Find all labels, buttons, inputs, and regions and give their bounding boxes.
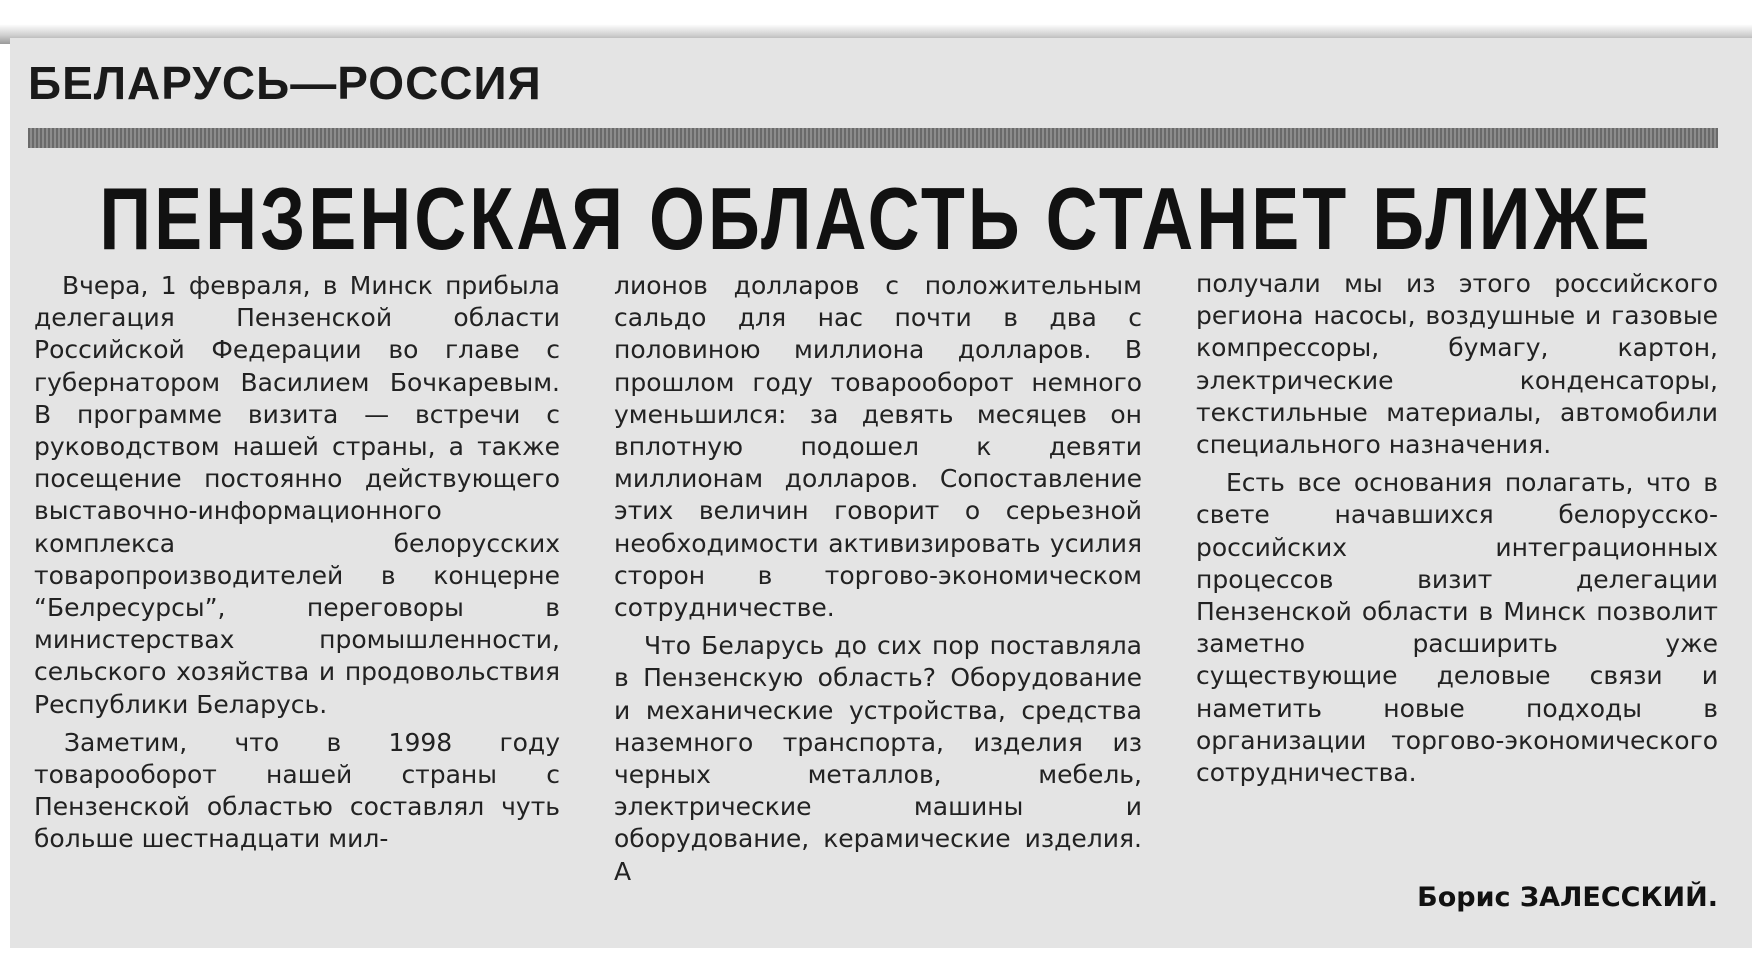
article-paragraph: Есть все основания полагать, что в свете начавшихся белорусско-российских интеграционных процессов визит делегации Пензенской области в Минск позволит заметно расширить уже существующие деловые связи и наметить новые подходы в организации торгово-экономического сотрудничества.	[1196, 468, 1718, 788]
article-paragraph: Заметим, что в 1998 году товарооборот нашей страны с Пензенской областью составлял чуть больше шестнадцати мил-	[34, 727, 560, 854]
article-paragraph: Вчера, 1 февраля, в Минск прибыла делегация Пензенской области Российской Федерации во главе с губернатором Василием Бочкаревым. В программе визита — встречи с руководством нашей страны, а также посещение постоянно действующего выставочно-информационного комплекса белорусских товаропроизводителей в концерне “Белресурсы”, переговоры в министерствах промышленности, сельского хозяйства и продовольствия Республики Беларусь.	[34, 271, 560, 719]
article-column-1	[34, 270, 560, 862]
article-paragraph: лионов долларов с положительным сальдо для нас почти в два с половиною миллиона долларов. В прошлом году товарооборот немного уменьшился: за девять месяцев он вплотную подошел к девяти миллионам долларов. Сопоставление этих величин говорит о серьезной необходимости активизировать усилия сторон в торгово-экономическом сотрудничестве.	[614, 271, 1142, 623]
author-byline: Борис ЗАЛЕССКИЙ.	[1417, 882, 1718, 913]
section-rubric: БЕЛАРУСЬ—РОССИЯ	[28, 57, 542, 109]
article-paragraph: Что Беларусь до сих пор поставляла в Пензенскую область? Оборудование и механические устройства, средства наземного транспорта, изделия из черных металлов, мебель, электрические машины и оборудование, керамические изделия. А	[614, 631, 1142, 886]
section-divider-rule	[28, 128, 1718, 148]
article-column-3	[1196, 268, 1718, 795]
article-headline: ПЕНЗЕНСКАЯ ОБЛАСТЬ СТАНЕТ БЛИЖЕ	[99, 171, 1653, 269]
article-paragraph: получали мы из этого российского региона насосы, воздушные и газовые компрессоры, бумагу, картон, электрические конденсаторы, текстильные материалы, автомобили специального назначения.	[1196, 269, 1718, 460]
article-column-2	[614, 270, 1142, 894]
